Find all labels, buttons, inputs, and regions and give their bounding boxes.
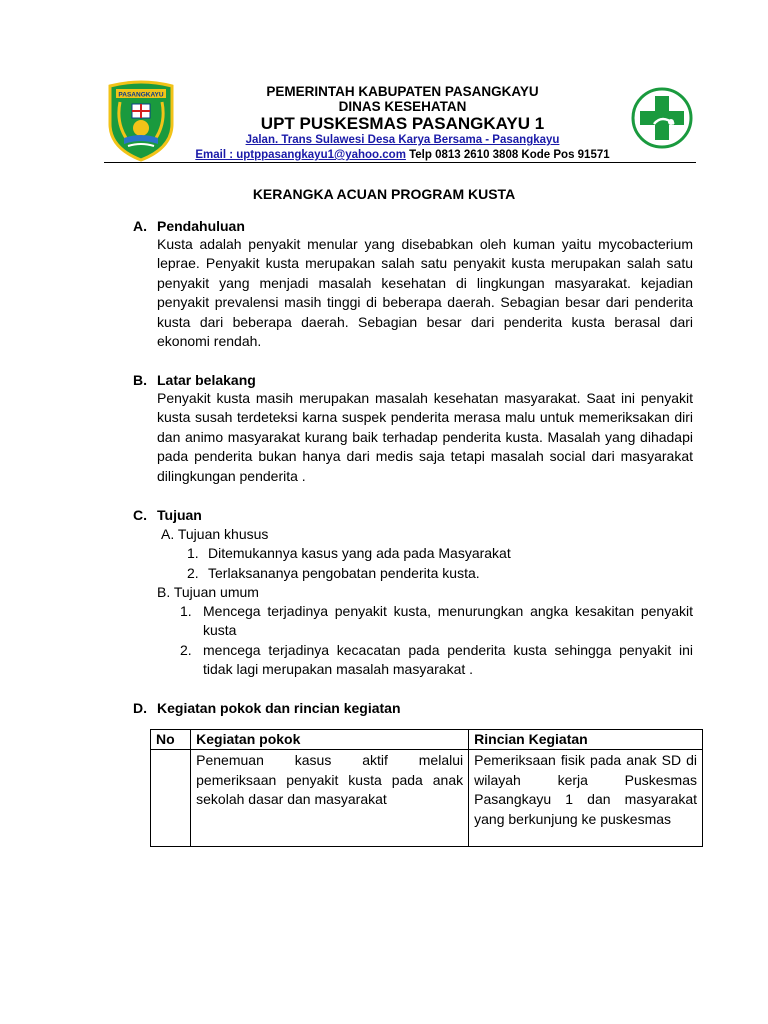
section-title: Latar belakang — [157, 372, 256, 388]
letterhead-divider — [104, 162, 696, 163]
letterhead — [180, 84, 625, 163]
column-header-kegiatan: Kegiatan pokok — [191, 730, 469, 750]
section-a-paragraph: Kusta adalah penyakit menular yang disebabkan oleh kuman yaitu mycobacterium leprae. Penyakit kusta merupakan salah satu penyakit kusta merupakan salah satu penyakit yang menjadi masalah kesehatan di lingkungan masyarakat. kejadian penyakit prevalensi masih tinggi di beberapa daerah. Sebagian besar dari penderita kusta dari beberapa daerah. Sebagian besar dari penderita kusta berasal dari ekonomi rendah. — [157, 236, 693, 350]
list-item: mencega terjadinya kecacatan pada penderita kusta sehingga penyakit ini tidak lagi merupakan masalah masyarakat . — [203, 642, 693, 677]
section-heading-a — [133, 217, 245, 235]
list-item: Mencega terjadinya penyakit kusta, menurungkan angka kesakitan penyakit kusta — [203, 603, 693, 638]
health-cross-icon — [630, 84, 694, 152]
section-title: Tujuan — [157, 507, 202, 523]
list-number: 1. — [187, 545, 199, 561]
contact-line — [180, 148, 625, 163]
government-name: PEMERINTAH KABUPATEN PASANGKAYU — [266, 84, 539, 99]
section-title: Kegiatan pokok dan rincian kegiatan — [157, 700, 401, 716]
column-header-rincian: Rincian Kegiatan — [469, 730, 703, 750]
section-heading-d — [133, 699, 401, 717]
list-item: Ditemukannya kasus yang ada pada Masyarakat — [208, 545, 511, 561]
section-heading-c — [133, 506, 202, 524]
list-number: 1. — [180, 603, 192, 619]
activity-table — [150, 729, 703, 847]
section-letter: A. — [133, 218, 147, 234]
cell-no — [151, 750, 191, 847]
list-number: 2. — [187, 565, 199, 581]
department-name: DINAS KESEHATAN — [338, 99, 467, 114]
column-header-no: No — [151, 730, 191, 750]
section-title: Pendahuluan — [157, 218, 245, 234]
tujuan-umum-label: B. Tujuan umum — [157, 584, 259, 600]
table-row — [151, 750, 703, 847]
document-title: KERANGKA ACUAN PROGRAM KUSTA — [252, 186, 516, 202]
cell-rincian: Pemeriksaan fisik pada anak SD di wilayah kerja Puskesmas Pasangkayu 1 dan masyarakat yang berkunjung ke puskesmas — [469, 750, 703, 847]
table-header-row — [151, 730, 703, 750]
list-item: Terlaksananya pengobatan penderita kusta. — [208, 565, 480, 581]
svg-text:PASANGKAYU: PASANGKAYU — [118, 91, 164, 99]
cell-kegiatan: Penemuan kasus aktif melalui pemeriksaan penyakit kusta pada anak sekolah dasar dan masyarakat — [191, 750, 469, 847]
tujuan-khusus-label: A. Tujuan khusus — [161, 526, 269, 542]
section-letter: D. — [133, 700, 147, 716]
regency-emblem-icon — [106, 80, 176, 162]
section-letter: C. — [133, 507, 147, 523]
address-link[interactable]: Jalan. Trans Sulawesi Desa Karya Bersama - Pasangkayu — [245, 134, 560, 146]
section-letter: B. — [133, 372, 147, 388]
institution-name: UPT PUSKESMAS PASANGKAYU 1 — [260, 114, 545, 133]
section-heading-b — [133, 371, 256, 389]
email-link[interactable]: Email : uptppasangkayu1@yahoo.com — [195, 149, 406, 161]
phone-postal: Telp 0813 2610 3808 Kode Pos 91571 — [405, 149, 610, 161]
list-number: 2. — [180, 642, 192, 658]
section-b-paragraph: Penyakit kusta masih merupakan masalah kesehatan masyarakat. Saat ini penyakit kusta susah terdeteksi karna suspek penderita merasa malu untuk memeriksakan diri dan animo masyarakat kurang baik terhadap penderita kusta. Masalah yang dihadapi pada penderita bukan hanya dari medis saja tetapi masalah social dari masyarakat dilingkungan penderita . — [157, 390, 693, 484]
